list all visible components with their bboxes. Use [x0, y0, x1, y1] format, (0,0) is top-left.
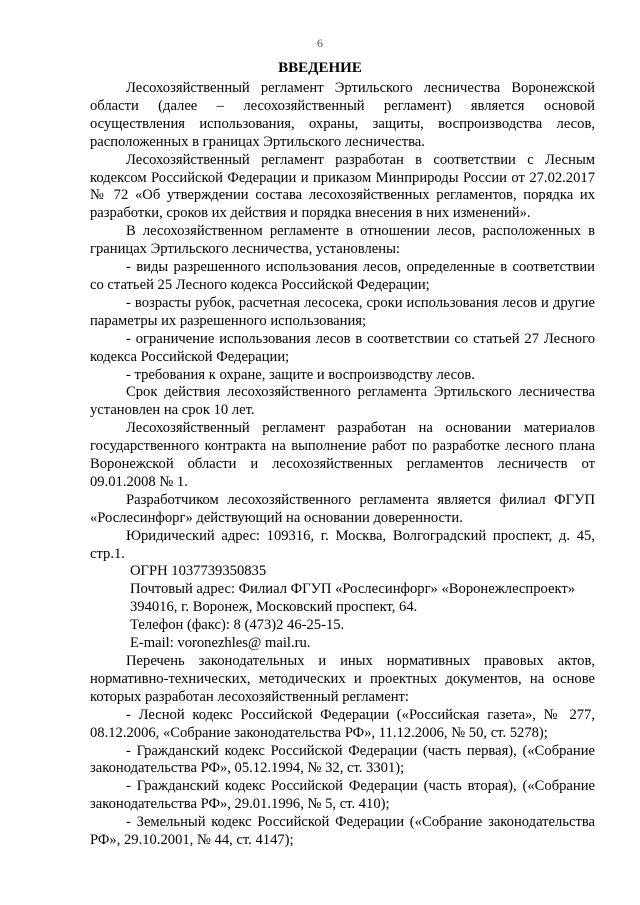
section-heading: ВВЕДЕНИЕ	[278, 60, 362, 76]
phone: Телефон (факс): 8 (473)2 46-25-15.	[130, 617, 345, 634]
list-item: - возрасты рубок, расчетная лесосека, сроки использования лесов и другие параметры их разрешенного использования;	[90, 294, 595, 329]
page-number: 6	[317, 36, 323, 50]
paragraph-basis: Лесохозяйственный регламент разработан в соответствии с Лесным кодексом Российской Федерации и приказом Минприроды России от 27.02.2017 № 72 «Об утверждении состава лесохозяйственных регламентов, порядка их разработки, сроков их действия и порядка внесения в них изменений».	[90, 151, 595, 222]
list-item: - Земельный кодекс Российской Федерации («Собрание законодательства РФ», 29.10.2001, № 44, ст. 4147);	[90, 814, 595, 849]
email: E-mail: voronezhles@ mail.ru.	[130, 635, 311, 652]
postal-address: Почтовый адрес: Филиал ФГУП «Рослесинфорг» «Воронежлеспроект»	[130, 581, 576, 598]
list-item: - Лесной кодекс Российской Федерации («Российская газета», № 277, 08.12.2006, «Собрание законодательства РФ», 11.12.2006, № 50, ст. 5278);	[90, 706, 595, 741]
postal-address-line2: 394016, г. Воронеж, Московский проспект, 64.	[130, 599, 418, 616]
ogrn: ОГРН 1037739350835	[130, 563, 267, 580]
legal-address: Юридический адрес: 109316, г. Москва, Волгоградский проспект, д. 45, стр.1.	[90, 527, 595, 562]
list-item: - требования к охране, защите и воспроизводству лесов.	[126, 366, 475, 383]
document-body	[90, 80, 595, 850]
list-item: - Гражданский кодекс Российской Федерации (часть вторая), («Собрание законодательства РФ», 29.01.1996, № 5, ст. 410);	[90, 778, 595, 813]
list-item: - Гражданский кодекс Российской Федерации (часть первая), («Собрание законодательства РФ», 05.12.1994, № 32, ст. 3301);	[90, 742, 595, 777]
list-item: - ограничение использования лесов в соответствии со статьей 27 Лесного кодекса Российской Федерации;	[90, 330, 595, 365]
paragraph-term: Срок действия лесохозяйственного регламента Эртильского лесничества установлен на срок 10 лет.	[90, 384, 595, 419]
paragraph-contract: Лесохозяйственный регламент разработан на основании материалов государственного контракта на выполнение работ по разработке лесного плана Воронежской области и лесохозяйственных регламентов лесничеств от 09.01.2008 № 1.	[90, 420, 595, 490]
paragraph-intro: Лесохозяйственный регламент Эртильского лесничества Воронежской области (далее – лесохозяйственный регламент) является основой осуществления использования, охраны, защиты, воспроизводства лесов, расположенных в границах Эртильского лесничества.	[90, 80, 595, 150]
list-item: - виды разрешенного использования лесов, определенные в соответствии со статьей 25 Лесного кодекса Российской Федерации;	[90, 259, 595, 293]
paragraph-established: В лесохозяйственном регламенте в отношении лесов, расположенных в границах Эртильского лесничества, установлены:	[90, 223, 595, 258]
paragraph-developer: Разработчиком лесохозяйственного регламента является филиал ФГУП «Рослесинфорг» действующий на основании доверенности.	[90, 491, 595, 526]
paragraph-legal-acts: Перечень законодательных и иных нормативных правовых актов, нормативно-технических, методических и проектных документов, на основе которых разработан лесохозяйственный регламент:	[90, 653, 595, 705]
